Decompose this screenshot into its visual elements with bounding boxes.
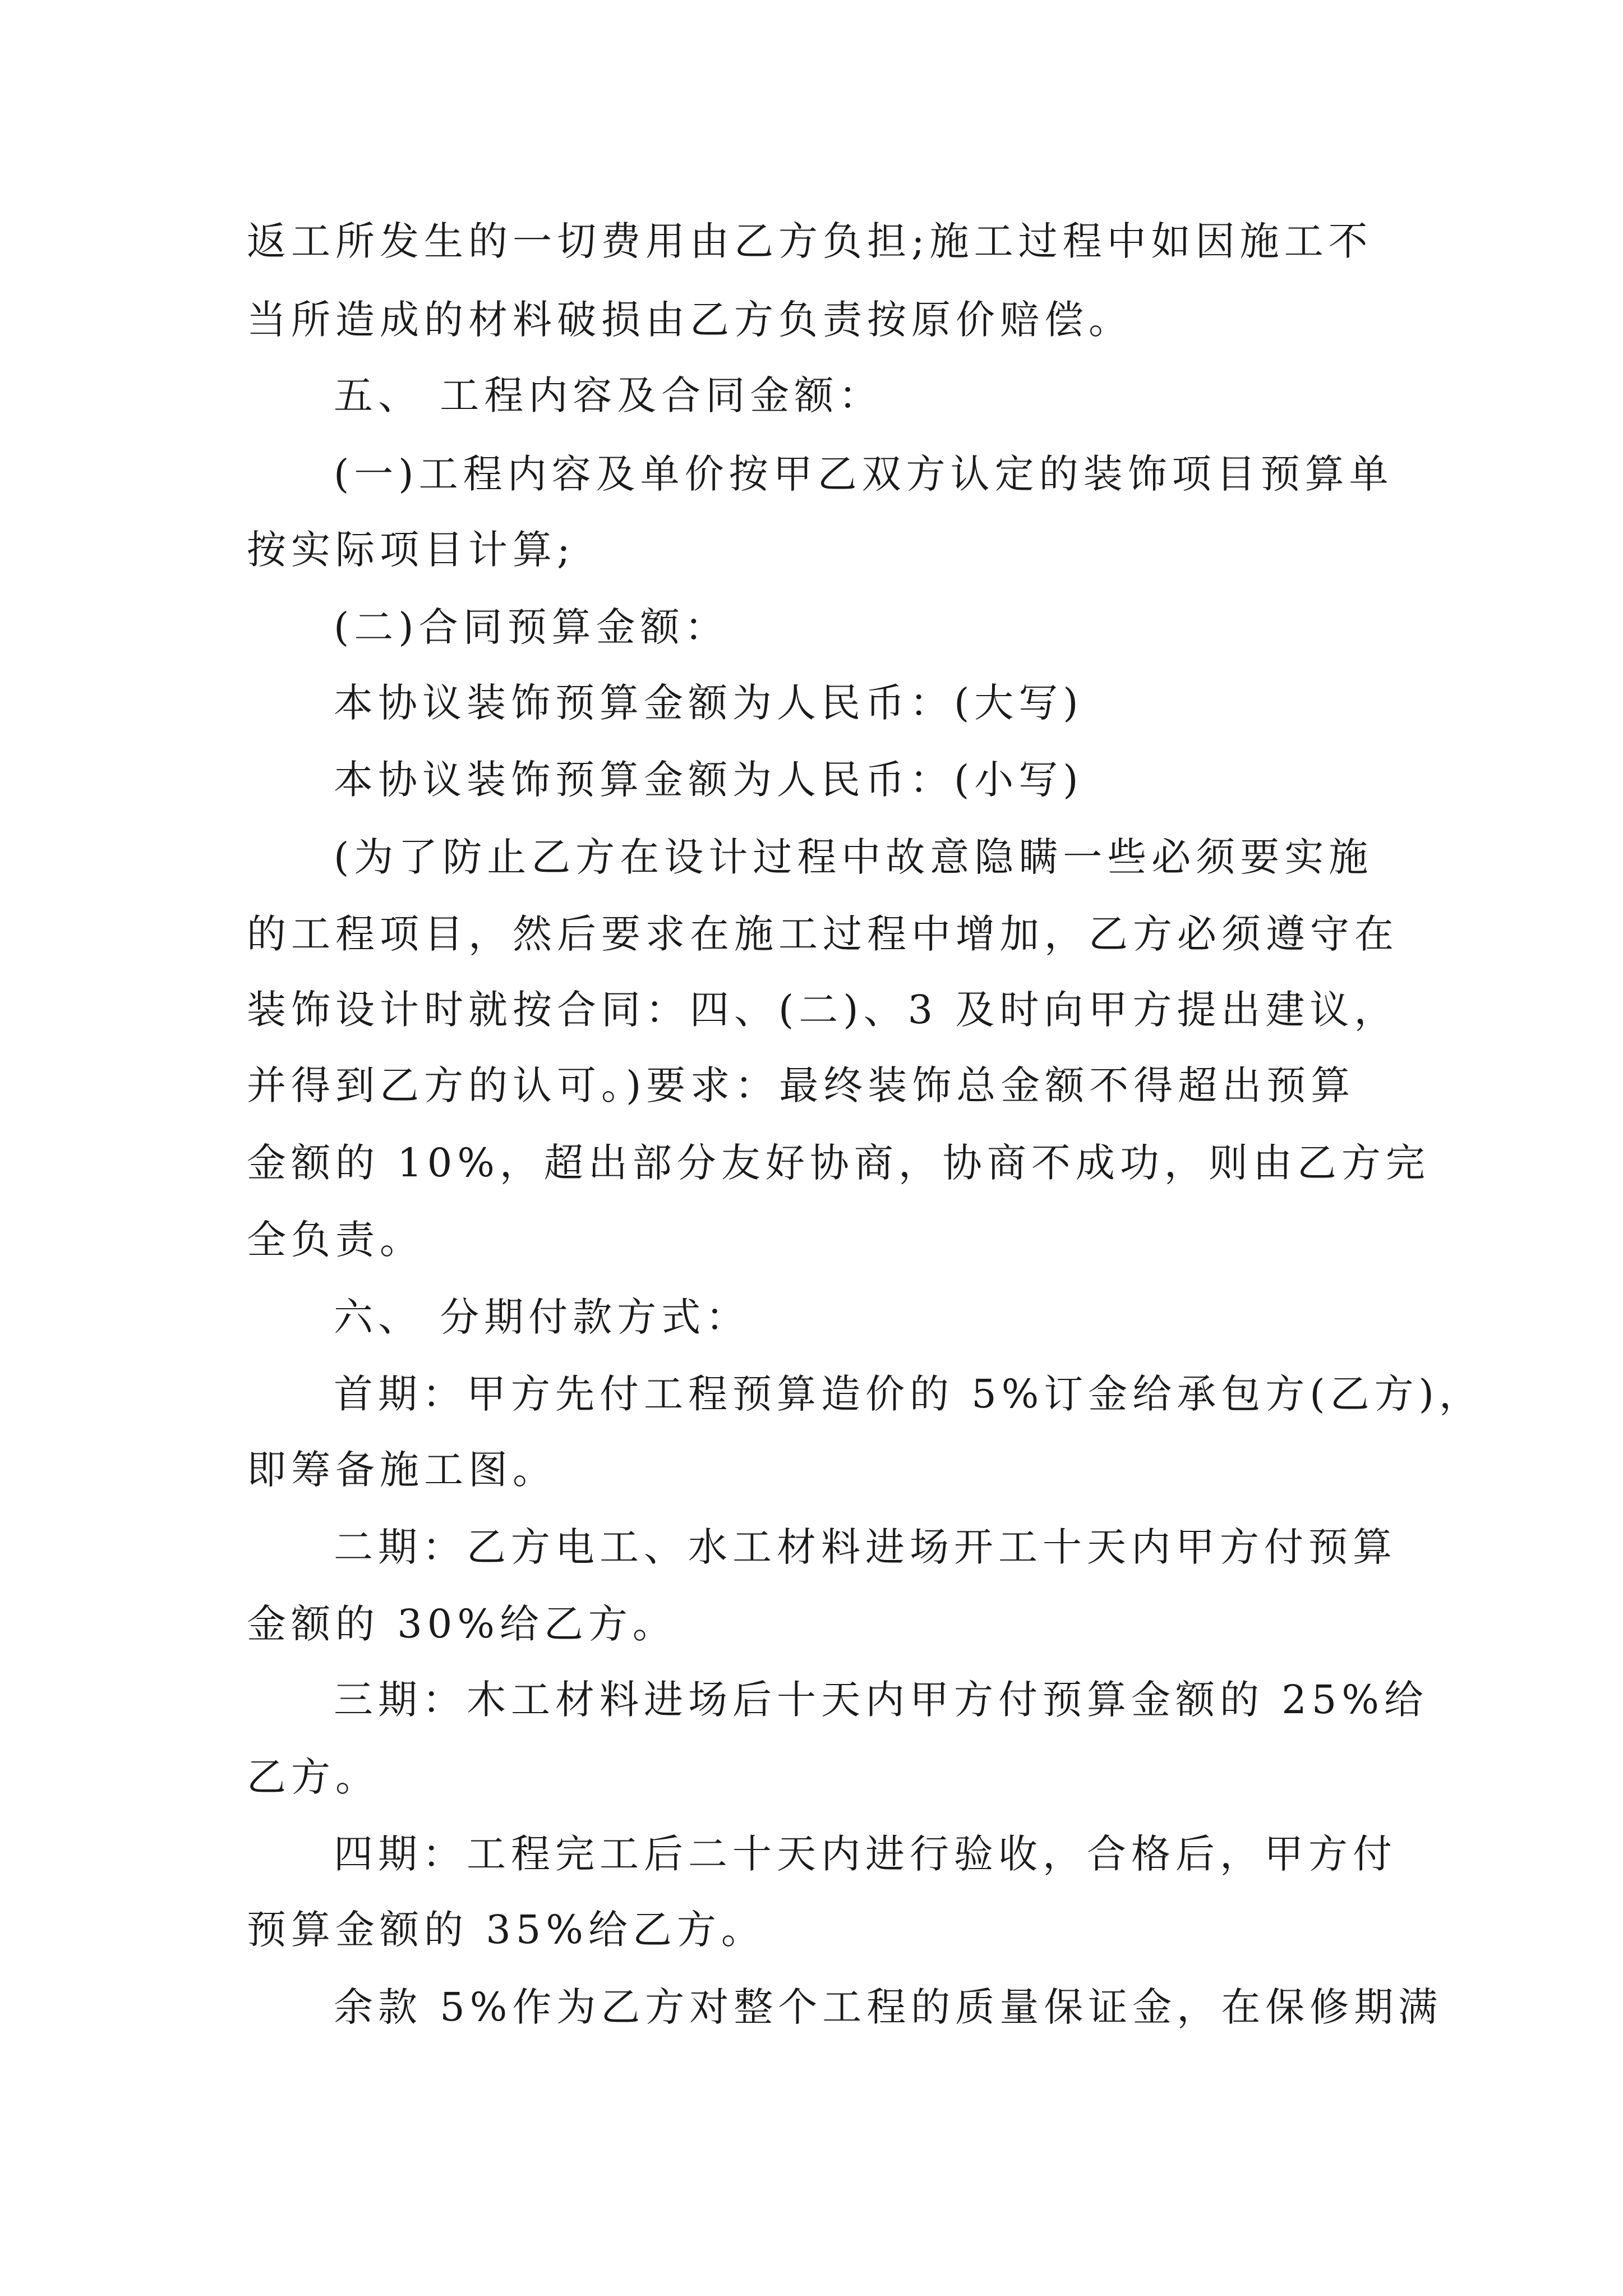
- text-line: 按实际项目计算;: [247, 527, 575, 573]
- text-line: 四期：工程完工后二十天内进行验收，合格后，甲方付: [334, 1831, 1397, 1877]
- text-line: 二期：乙方电工、水工材料进场开工十天内甲方付预算: [334, 1524, 1397, 1570]
- text-line: (二)合同预算金额：: [334, 604, 729, 650]
- text-line: 返工所发生的一切费用由乙方负担;施工过程中如因施工不: [247, 218, 1373, 264]
- section-heading: 六、 分期付款方式：: [334, 1294, 750, 1340]
- text-line: (为了防止乙方在设计过程中故意隐瞒一些必须要实施: [334, 834, 1373, 880]
- text-line: 余款 5%作为乙方对整个工程的质量保证金，在保修期满: [334, 1984, 1443, 2030]
- text-line: 装饰设计时就按合同：四、(二)、3 及时向甲方提出建议，: [247, 987, 1399, 1033]
- text-line: 乙方。: [247, 1754, 380, 1800]
- text-line: 即筹备施工图。: [247, 1447, 557, 1493]
- text-line: 并得到乙方的认可。)要求：最终装饰总金额不得超出预算: [247, 1062, 1355, 1108]
- text-line: 首期：甲方先付工程预算造价的 5%订金给承包方(乙方)，: [334, 1371, 1483, 1417]
- text-line: 的工程项目，然后要求在施工过程中增加，乙方必须遵守在: [247, 911, 1399, 957]
- text-line: 三期：木工材料进场后十天内甲方付预算金额的 25%给: [334, 1677, 1428, 1723]
- text-line: 本协议装饰预算金额为人民币：(小写): [334, 757, 1083, 803]
- text-line: 预算金额的 35%给乙方。: [247, 1907, 766, 1953]
- section-heading: 五、 工程内容及合同金额：: [334, 372, 883, 418]
- text-line: 金额的 30%给乙方。: [247, 1601, 677, 1647]
- text-line: 当所造成的材料破损由乙方负责按原价赔偿。: [247, 297, 1133, 343]
- text-line: 本协议装饰预算金额为人民币：(大写): [334, 680, 1083, 726]
- text-line: 金额的 10%，超出部分友好协商，协商不成功，则由乙方完: [247, 1140, 1430, 1186]
- text-line: (一)工程内容及单价按甲乙双方认定的装饰项目预算单: [334, 451, 1394, 497]
- text-line: 全负责。: [247, 1217, 424, 1263]
